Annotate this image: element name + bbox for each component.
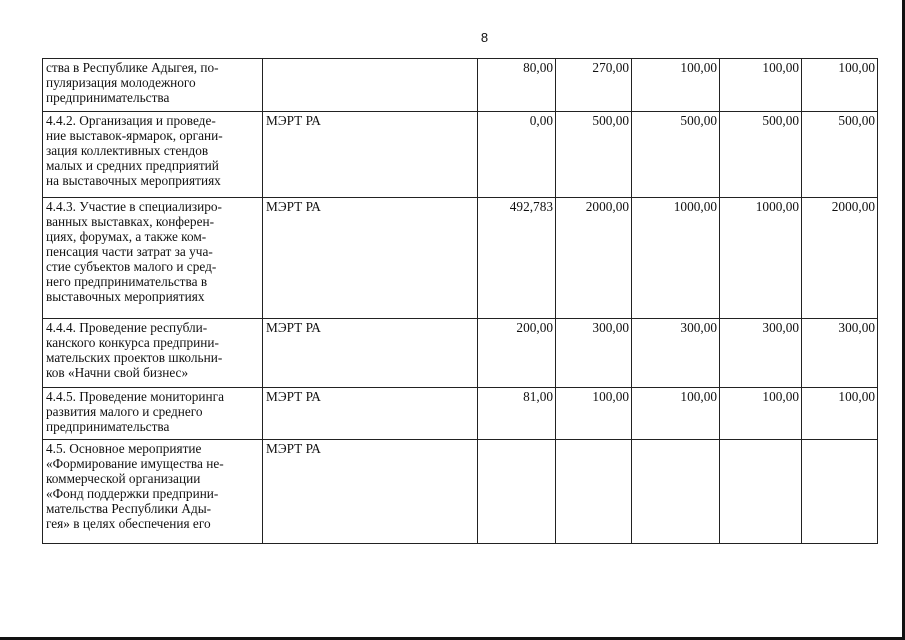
description-line: развития малого и среднего [46,404,203,419]
value-cell: 81,00 [478,388,556,440]
value-cell: 300,00 [802,319,878,388]
executor-cell [263,59,478,112]
value-cell: 100,00 [802,59,878,112]
executor-cell: МЭРТ РА [263,388,478,440]
description-line: коммерческой организации [46,471,201,486]
description-line: ванных выставках, конферен- [46,214,215,229]
activity-description [43,59,263,112]
value-cell: 270,00 [556,59,632,112]
description-line: 4.5. Основное мероприятие [46,441,202,456]
value-cell: 100,00 [720,59,802,112]
description-line: циях, форумах, а также ком- [46,229,207,244]
value-cell: 300,00 [720,319,802,388]
description-line: мательства Республики Ады- [46,501,212,516]
value-cell: 1000,00 [720,198,802,319]
value-cell: 2000,00 [556,198,632,319]
table-row [43,319,878,388]
executor-cell: МЭРТ РА [263,198,478,319]
table-row [43,388,878,440]
value-cell: 100,00 [632,388,720,440]
page-number: 8 [480,30,489,45]
description-line: выставочных мероприятиях [46,289,205,304]
value-cell: 100,00 [556,388,632,440]
description-line: малых и средних предприятий [46,158,219,173]
value-cell: 1000,00 [632,198,720,319]
description-line: канского конкурса предприни- [46,335,219,350]
value-cell: 500,00 [720,112,802,198]
value-cell: 492,783 [478,198,556,319]
value-cell: 80,00 [478,59,556,112]
table-row [43,112,878,198]
value-cell [478,440,556,544]
table-row [43,59,878,112]
activity-description [43,319,263,388]
description-line: 4.4.2. Организация и проведе- [46,113,216,128]
value-cell: 2000,00 [802,198,878,319]
description-line: 4.4.5. Проведение мониторинга [46,389,225,404]
executor-cell: МЭРТ РА [263,112,478,198]
value-cell: 0,00 [478,112,556,198]
description-line: ние выставок-ярмарок, органи- [46,128,223,143]
activity-description [43,198,263,319]
description-line: предпринимательства [46,419,170,434]
description-line: пуляризация молодежного [46,75,196,90]
value-cell: 100,00 [802,388,878,440]
description-line: ков «Начни свой бизнес» [46,365,189,380]
table-row [43,198,878,319]
activity-description [43,112,263,198]
activity-description [43,440,263,544]
description-line: зация коллективных стендов [46,143,209,158]
description-line: на выставочных мероприятиях [46,173,221,188]
value-cell: 500,00 [556,112,632,198]
description-line: предпринимательства [46,90,170,105]
value-cell: 500,00 [632,112,720,198]
value-cell [632,440,720,544]
description-line: мательских проектов школьни- [46,350,223,365]
description-line: ства в Республике Адыгея, по- [46,60,219,75]
value-cell: 300,00 [632,319,720,388]
executor-cell: МЭРТ РА [263,440,478,544]
description-line: «Фонд поддержки предприни- [46,486,219,501]
description-line: 4.4.3. Участие в специализиро- [46,199,222,214]
value-cell: 100,00 [632,59,720,112]
value-cell: 300,00 [556,319,632,388]
description-line: пенсация части затрат за уча- [46,244,213,259]
value-cell [802,440,878,544]
description-line: стие субъектов малого и сред- [46,259,217,274]
description-line: гея» в целях обеспечения его [46,516,211,531]
table-row [43,440,878,544]
value-cell [720,440,802,544]
description-line: 4.4.4. Проведение республи- [46,320,208,335]
value-cell: 200,00 [478,319,556,388]
description-line: него предпринимательства в [46,274,208,289]
value-cell: 500,00 [802,112,878,198]
value-cell: 100,00 [720,388,802,440]
budget-table [42,58,878,544]
value-cell [556,440,632,544]
description-line: «Формирование имущества не- [46,456,224,471]
activity-description [43,388,263,440]
executor-cell: МЭРТ РА [263,319,478,388]
